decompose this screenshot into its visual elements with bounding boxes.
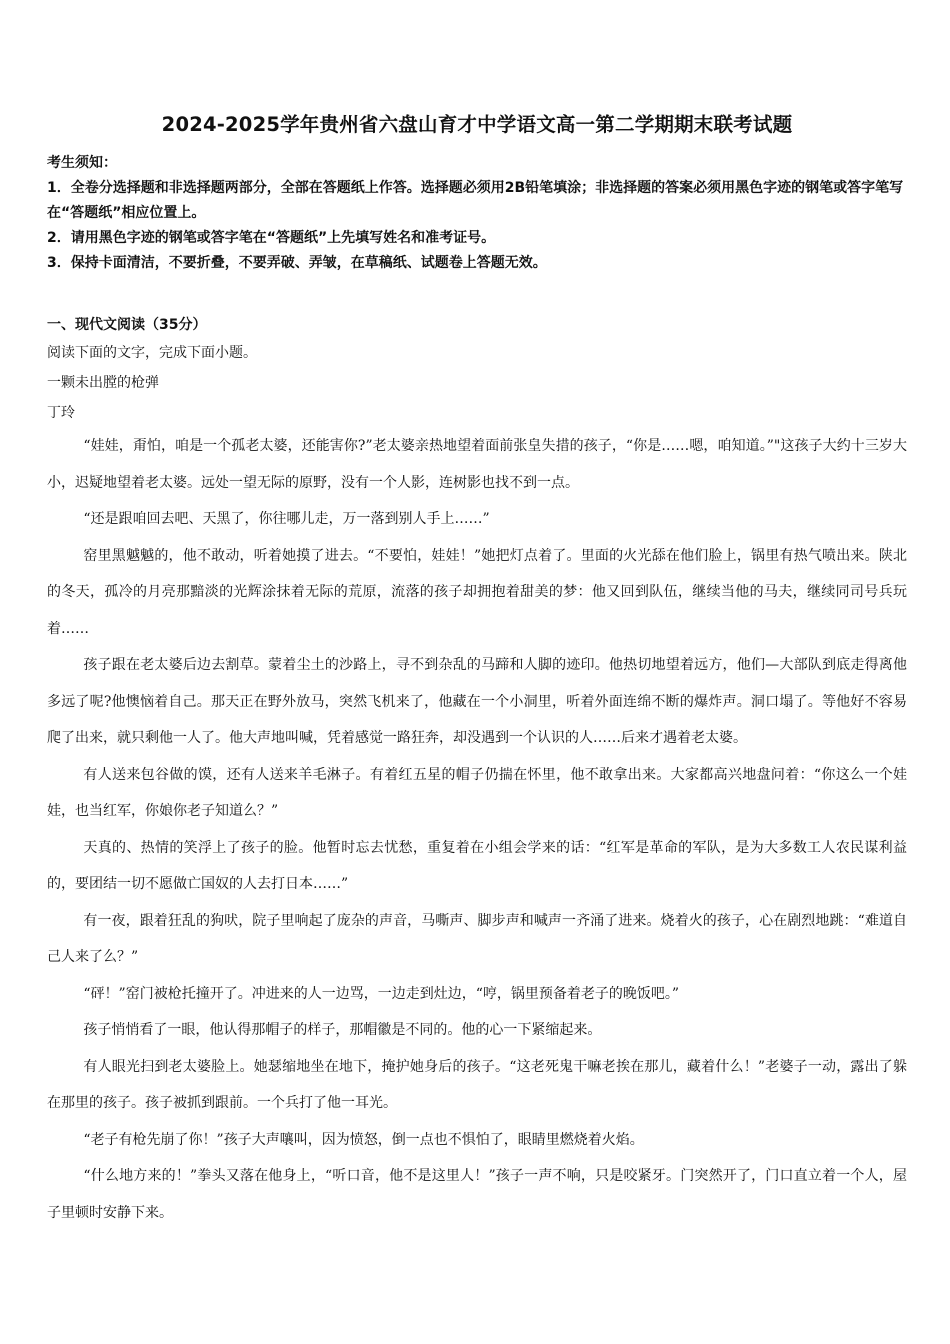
- story-paragraph: “还是跟咱回去吧、天黑了，你往哪儿走，万一落到别人手上……”: [83, 511, 490, 527]
- story-paragraph: 天真的、热情的笑浮上了孩子的脸。他暂时忘去忧愁，重复着在小组会学来的话：“红军是革命的军队，是为大多数工人农民谋利益的，要团结一切不愿做亡国奴的人去打日本……”: [47, 839, 907, 892]
- candidate-notice: [47, 150, 907, 276]
- notice-item-2: 2．请用黑色字迹的钢笔或答字笔在“答题纸”上先填写姓名和准考证号。: [47, 230, 496, 246]
- notice-heading: 考生须知：: [47, 155, 117, 171]
- story-paragraph: “老子有枪先崩了你！”孩子大声嚷叫，因为愤怒，倒一点也不惧怕了，眼睛里燃烧着火焰。: [83, 1131, 644, 1148]
- exam-title: 2024-2025学年贵州省六盘山育才中学语文高一第二学期期末联考试题: [161, 113, 793, 136]
- section-instruction: 阅读下面的文字，完成下面小题。: [47, 345, 257, 361]
- story-paragraph: 孩子跟在老太婆后边去割草。蒙着尘土的沙路上，寻不到杂乱的马蹄和人脚的迹印。他热切地望着远方，他们—大部队到底走得离他多远了呢?他懊恼着自己。那天正在野外放马，突然飞机来了，他藏在一个小洞里，听着外面连绵不断的爆炸声。洞口塌了。等他好不容易爬了出来，就只剩他一人了。他大声地叫喊，凭着感觉一路狂奔，却没遇到一个认识的人……后来才遇着老太婆。: [47, 657, 907, 746]
- story-paragraph: 孩子悄悄看了一眼，他认得那帽子的样子，那帽徽是不同的。他的心一下紧缩起来。: [83, 1022, 602, 1038]
- story-paragraph: “砰！”窑门被枪托撞开了。冲进来的人一边骂，一边走到灶边，“哼，锅里预备着老子的晚饭吧。”: [83, 985, 680, 1002]
- story-author: 丁玲: [47, 405, 75, 421]
- story-paragraph: 有人眼光扫到老太婆脸上。她瑟缩地坐在地下，掩护她身后的孩子。“这老死鬼干嘛老挨在那儿，藏着什么！”老婆子一动，露出了躲在那里的孩子。孩子被抓到跟前。一个兵打了他一耳光。: [47, 1058, 907, 1111]
- story-paragraph: “娃娃，甭怕，咱是一个孤老太婆，还能害你?”老太婆亲热地望着面前张皇失措的孩子，“你是……嗯，咱知道。”"这孩子大约十三岁大小，迟疑地望着老太婆。远处一望无际的原野，没有一个人影，连树影也找不到一点。: [47, 438, 907, 491]
- story-paragraph: “什么地方来的！”拳头又落在他身上，“听口音，他不是这里人！”孩子一声不响，只是咬紧牙。门突然开了，门口直立着一个人，屋子里顿时安静下来。: [47, 1168, 907, 1221]
- story-title: 一颗未出膛的枪弹: [47, 375, 159, 391]
- story-paragraph: 窑里黑魆魆的，他不敢动，听着她摸了进去。“不要怕，娃娃！”她把灯点着了。里面的火光舔在他们脸上，锅里有热气喷出来。陕北的冬天，孤冷的月亮那黯淡的光辉涂抹着无际的荒原，流落的孩子却拥抱着甜美的梦：他又回到队伍，继续当他的马夫，继续同司号兵玩着……: [47, 547, 907, 637]
- story-paragraph: 有一夜，跟着狂乱的狗吠，院子里响起了庞杂的声音，马嘶声、脚步声和喊声一齐涌了进来。烧着火的孩子，心在剧烈地跳：“难道自己人来了么？”: [47, 912, 907, 965]
- notice-item-1: 1．全卷分选择题和非选择题两部分，全部在答题纸上作答。选择题必须用2B铅笔填涂；非选择题的答案必须用黑色字迹的钢笔或答字笔写在“答题纸”相应位置上。: [47, 180, 904, 221]
- reading-section: [47, 312, 907, 1231]
- story-paragraph: 有人送来包谷做的馍，还有人送来羊毛淋子。有着红五星的帽子仍揣在怀里，他不敢拿出来。大家都高兴地盘问着：“你这么一个娃娃，也当红军，你娘你老子知道么？”: [47, 766, 907, 819]
- section-heading: 一、现代文阅读（35分）: [47, 317, 207, 333]
- notice-item-3: 3．保持卡面清洁，不要折叠，不要弄破、弄皱，在草稿纸、试题卷上答题无效。: [47, 255, 547, 271]
